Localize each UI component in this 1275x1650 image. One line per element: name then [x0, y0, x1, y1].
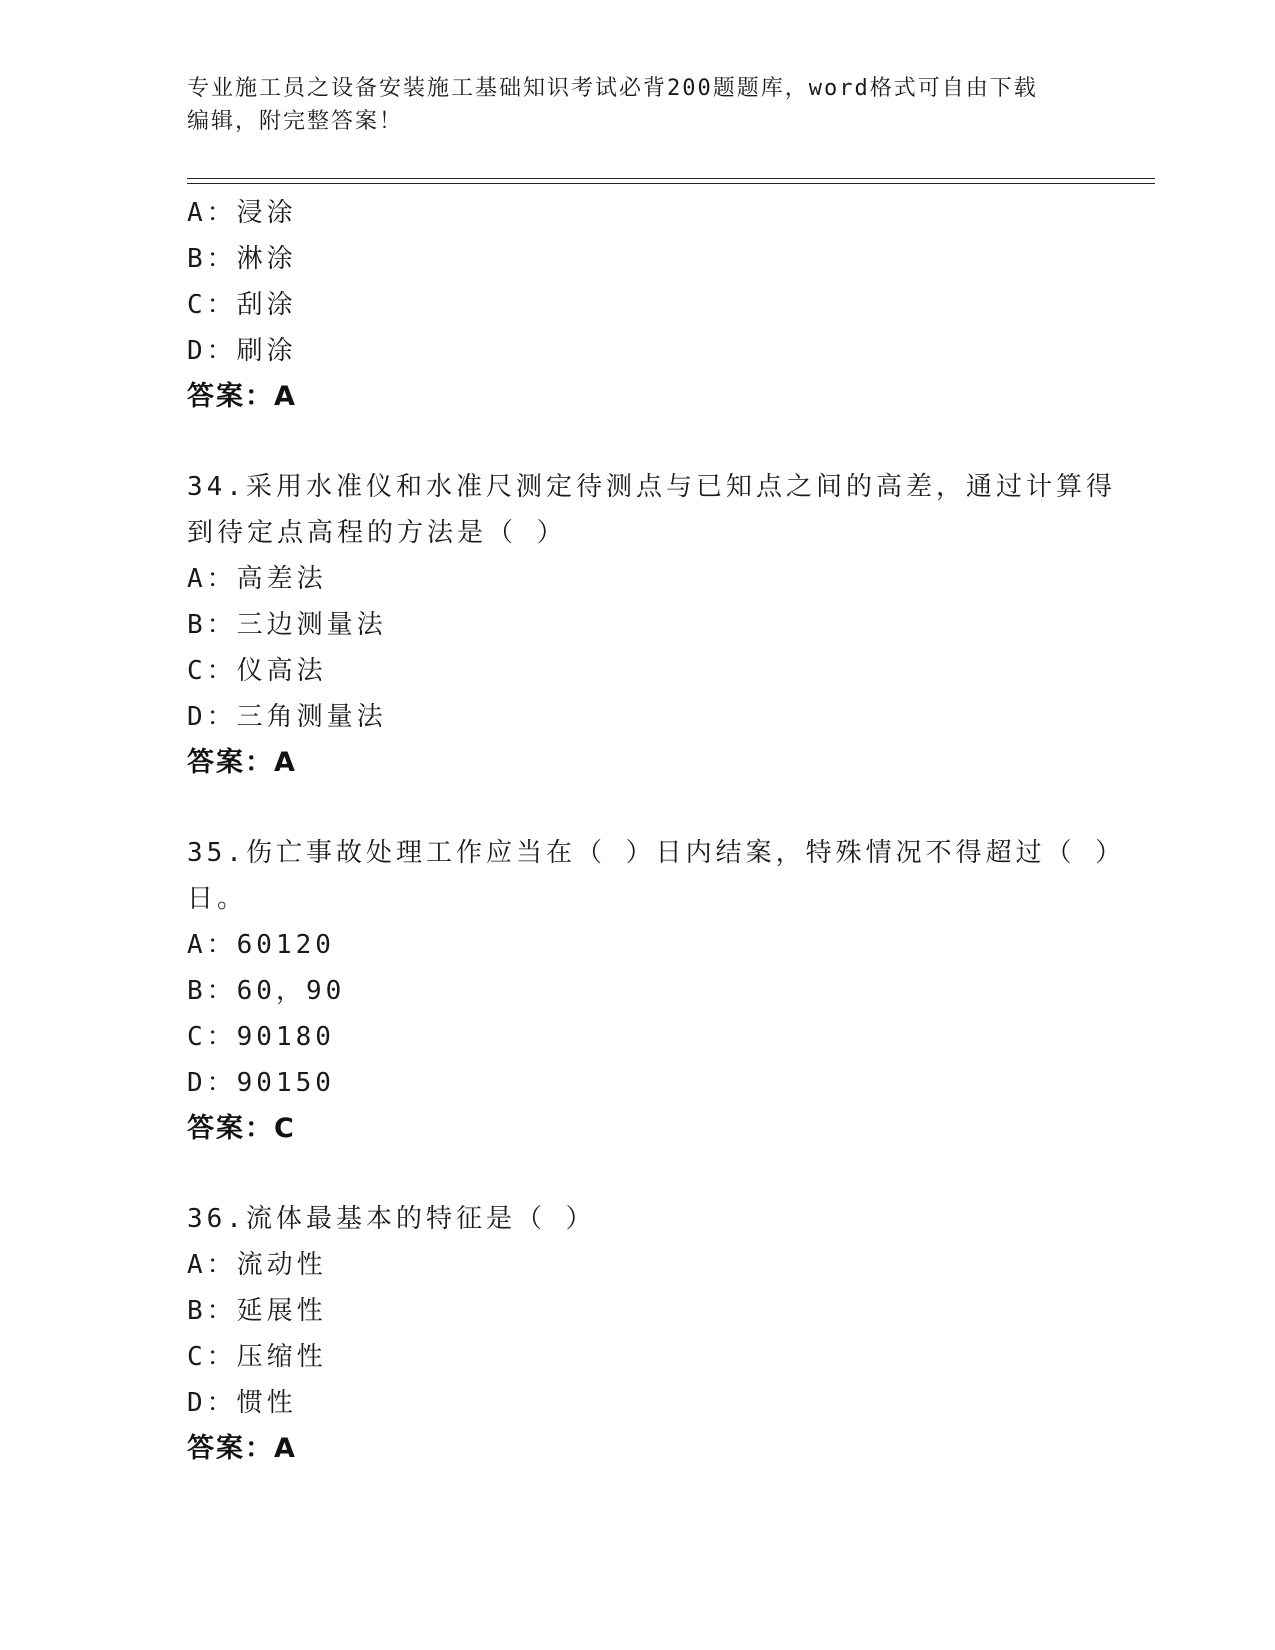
header-divider-top: [187, 178, 1155, 179]
option-b: B：淋涂: [187, 244, 297, 274]
option-b: B：三边测量法: [187, 610, 387, 640]
answer-label: 答案：C: [187, 1113, 296, 1144]
option-b: B：60，90: [187, 976, 346, 1006]
question-34: [187, 464, 1116, 786]
option-a: A：浸涂: [187, 198, 297, 228]
option-c: C：90180: [187, 1022, 335, 1052]
option-d: D：三角测量法: [187, 702, 387, 732]
question-stem-line: 34.采用水准仪和水准尺测定待测点与已知点之间的高差，通过计算得: [187, 472, 1116, 502]
option-d: D：惯性: [187, 1388, 297, 1418]
question-33-continued: [187, 190, 1087, 420]
answer-label: 答案：A: [187, 1433, 297, 1464]
header-line-2: 编辑，附完整答案！: [187, 109, 404, 134]
question-stem-line: 35.伤亡事故处理工作应当在（ ）日内结案，特殊情况不得超过（ ）: [187, 838, 1126, 868]
option-d: D：刷涂: [187, 336, 297, 366]
option-c: C：仪高法: [187, 656, 327, 686]
question-stem-line: 36.流体最基本的特征是（ ）: [187, 1204, 596, 1234]
answer-label: 答案：A: [187, 381, 297, 412]
question-stem-line: 日。: [187, 884, 248, 914]
header-divider-bottom: [187, 183, 1155, 184]
option-c: C：刮涂: [187, 290, 297, 320]
question-35: [187, 830, 1126, 1152]
option-a: A：高差法: [187, 564, 327, 594]
option-d: D：90150: [187, 1068, 335, 1098]
option-a: A：60120: [187, 930, 335, 960]
option-a: A：流动性: [187, 1250, 327, 1280]
question-stem-line: 到待定点高程的方法是（ ）: [187, 518, 567, 548]
option-c: C：压缩性: [187, 1342, 327, 1372]
option-b: B：延展性: [187, 1296, 327, 1326]
question-content: [187, 190, 1126, 1472]
header-line-1: 专业施工员之设备安装施工基础知识考试必背200题题库，word格式可自由下载: [187, 76, 1038, 101]
answer-label: 答案：A: [187, 747, 297, 778]
question-36: [187, 1196, 1087, 1472]
document-header: [187, 72, 1067, 138]
